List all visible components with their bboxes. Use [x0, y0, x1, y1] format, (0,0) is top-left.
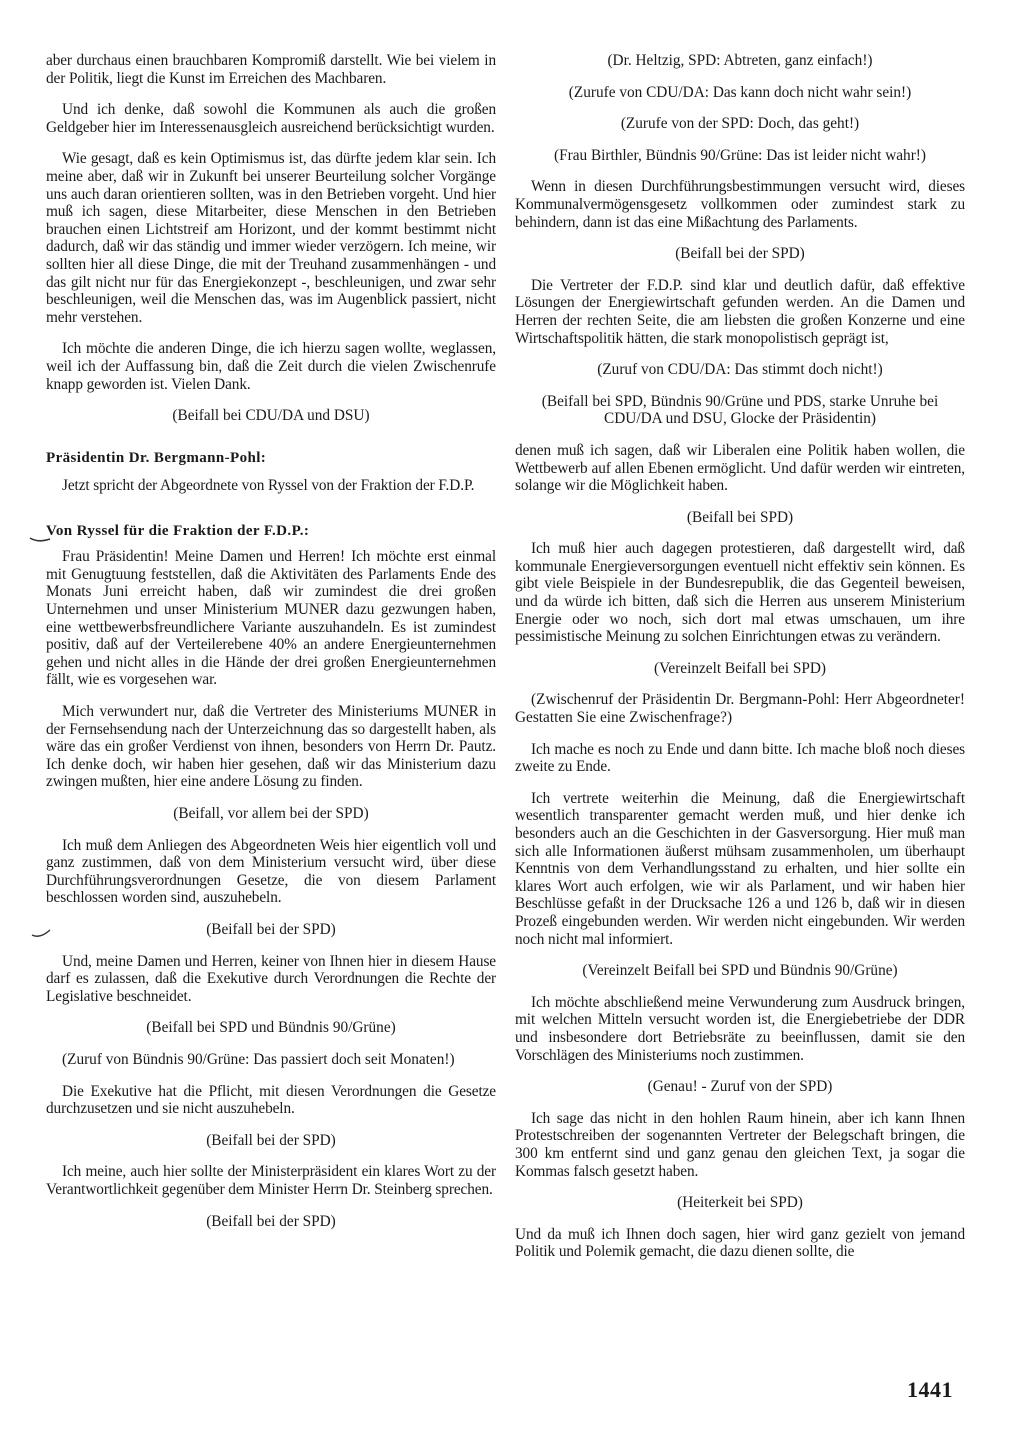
interjection: (Beifall bei CDU/DA und DSU)	[172, 407, 370, 425]
paragraph: Ich vertrete weiterhin die Meinung, daß die Energiewirtschaft wesentlich transparenter gemacht werden muß, und hier denke ich besonders auch an die Geschichten in der Gasversorgung. Hier muß man sich alle Informationen äußerst mühsam zusammenholen, um überhaupt Kenntnis von dem Verhandlungsstand zu erhalten, und hier sollte ein klares Wort auch erfolgen, wie wir als Parlament, und wir haben hier Beschlüsse gefaßt in der Drucksache 126 a und 126 b, daß wir in diesen Prozeß eingebunden werden. Wir werden nicht eingebunden. Wir werden noch nicht mal informiert.	[515, 789, 965, 948]
interjection: (Beifall, vor allem bei der SPD)	[173, 805, 369, 822]
interjection: (Zuruf von Bündnis 90/Grüne: Das passiert doch seit Monaten!)	[62, 1050, 455, 1068]
paragraph: Ich möchte abschließend meine Verwunderung zum Ausdruck bringen, mit welchen Mitteln versucht worden ist, die Energiebetriebe der DDR und insbesondere dort Betriebsräte zu beeinflussen, damit sie den Vorschlägen des Ministeriums noch zustimmen.	[515, 993, 965, 1064]
interjection: (Beifall bei SPD und Bündnis 90/Grüne)	[146, 1019, 396, 1037]
interjection: (Beifall bei der SPD)	[206, 1212, 336, 1230]
paragraph: Frau Präsidentin! Meine Damen und Herren! Ich möchte erst einmal mit Genugtuung feststellen, daß die Aktivitäten des Parlaments Ende des Monats Juni erreicht haben, daß wir zumindest die drei großen Unternehmen und unser Ministerium MUNER dazu gezwungen haben, eine wettbewerbsfreundlichere Variante auszuhandeln. Es ist zumindest positiv, daß auf der Verteilerebene 40% an andere Energieunternehmen gehen und nicht alles in die Hände der drei großen Energieunternehmen fällt, wie es vorgesehen war.	[46, 548, 496, 689]
paragraph: Die Exekutive hat die Pflicht, mit diesen Verordnungen die Gesetze durchzusetzen und sie nicht auszuhebeln.	[46, 1082, 496, 1118]
interjection: (Zuruf von CDU/DA: Das stimmt doch nicht!)	[597, 361, 883, 379]
paragraph: Wie gesagt, daß es kein Optimismus ist, das dürfte jedem klar sein. Ich meine aber, daß wir in Zukunft bei unserer Beurteilung solcher Vorgänge uns auch daran orientieren sollten, was in den Betrieben vorgeht. Und hier muß ich sagen, diese Mitarbeiter, diese Menschen in den Betrieben brauchen einen Lichtstreif am Horizont, und der kommt bestimmt nicht dadurch, daß wir das ständig und immer wieder verzögern. Ich meine, wir sollten hier all diese Dinge, die mit der Treuhand zusammenhängen - und das gilt nicht nur für das Energiekonzept -, beschleunigen, und zwar sehr beschleunigen, weil die Menschen das, was im Augenblick passiert, nicht mehr verstehen.	[46, 150, 496, 326]
interjection: (Beifall bei der SPD)	[206, 920, 336, 938]
interjection: (Beifall bei SPD)	[686, 508, 794, 526]
paragraph: Ich mache es noch zu Ende und dann bitte. Ich mache bloß noch dieses zweite zu Ende.	[515, 740, 965, 776]
paragraph: Mich verwundert nur, daß die Vertreter des Ministeriums MUNER in der Fernsehsendung nach der Unterzeichnung das so dargestellt haben, als wäre das ein großer Verdienst von ihnen, besonders von Herrn Dr. Pautz. Ich denke doch, wir haben hier gesehen, daß wir das Ministerium dazu zwingen mußten, hier eine andere Lösung zu finden.	[46, 703, 496, 791]
paragraph: Jetzt spricht der Abgeordnete von Ryssel von der Fraktion der F.D.P.	[62, 476, 475, 494]
interjection: (Beifall bei der SPD)	[675, 245, 805, 263]
paragraph: Und da muß ich Ihnen doch sagen, hier wird ganz gezielt von jemand Politik und Polemik gemacht, die dazu dienen sollte, die	[515, 1225, 965, 1261]
interjection: (Zwischenruf der Präsidentin Dr. Bergmann-Pohl: Herr Abgeordneter! Gestatten Sie eine Zwischenfrage?)	[515, 691, 965, 727]
paragraph: Wenn in diesen Durchführungsbestimmungen versucht wird, dieses Kommunalvermögensgesetz vollkommen oder zumindest stark zu behindern, dann ist das eine Mißachtung des Parlaments.	[515, 178, 965, 231]
paragraph: Ich muß hier auch dagegen protestieren, daß dargestellt wird, daß kommunale Energieversorgungen eventuell nicht effektiv sein können. Es gibt viele Beispiele in der Bundesrepublik, die das Gegenteil beweisen, und da würde ich bitten, daß sich die Herren aus unserem Ministerium Energie oder wo noch, sich dort mal etwas umschauen, um ihre pessimistische Meinung zu solchen Einrichtungen etwas zu verändern.	[515, 540, 965, 646]
interjection: (Beifall bei SPD, Bündnis 90/Grüne und PDS, starke Unruhe bei CDU/DA und DSU, Glocke der Präsidentin)	[541, 392, 939, 428]
paragraph: Ich meine, auch hier sollte der Ministerpräsident ein klares Wort zu der Verantwortlichkeit gegenüber dem Minister Herrn Dr. Steinberg sprechen.	[46, 1163, 496, 1198]
interjection: (Beifall bei der SPD)	[206, 1131, 336, 1149]
interjection: (Heiterkeit bei SPD)	[677, 1194, 803, 1212]
interjection: (Genau! - Zuruf von der SPD)	[647, 1078, 833, 1096]
paragraph: Die Vertreter der F.D.P. sind klar und deutlich dafür, daß effektive Lösungen der Energiewirtschaft gefunden werden. An die Damen und Herren der rechten Seite, die am liebsten die großen Konzerne und eine Wirtschaftspolitik hätten, die stark monopolistisch geprägt ist,	[515, 276, 965, 347]
paragraph: denen muß ich sagen, daß wir Liberalen eine Politik haben wollen, die Wettbewerb auf allen Ebenen ermöglicht. Und dafür werden wir eintreten, solange wir die Möglichkeit haben.	[515, 441, 965, 495]
margin-mark	[30, 926, 52, 940]
paragraph: Ich muß dem Anliegen des Abgeordneten Weis hier eigentlich voll und ganz zustimmen, daß von dem Ministerium versucht wird, über diese Durchführungsverordnungen Gesetze, die von diesem Parlament beschlossen worden sind, auszuhebeln.	[46, 836, 496, 907]
left-column	[46, 52, 496, 1230]
speaker-heading: Präsidentin Dr. Bergmann-Pohl:	[46, 449, 267, 466]
right-column	[515, 52, 965, 1261]
speaker-heading: Von Ryssel für die Fraktion der F.D.P.:	[46, 523, 310, 540]
margin-mark	[28, 530, 54, 546]
paragraph: Und ich denke, daß sowohl die Kommunen als auch die großen Geldgeber hier im Interessenausgleich ausreichend berücksichtigt wurden.	[46, 101, 496, 136]
interjection: (Zurufe von der SPD: Doch, das geht!)	[620, 115, 860, 133]
paragraph: Und, meine Damen und Herren, keiner von Ihnen hier in diesem Hause darf es zulassen, daß die Exekutive durch Verordnungen die Rechte der Legislative beschneidet.	[46, 952, 496, 1005]
interjection: (Vereinzelt Beifall bei SPD)	[653, 659, 827, 677]
interjection: (Dr. Heltzig, SPD: Abtreten, ganz einfach!)	[607, 52, 873, 69]
interjection: (Zurufe von CDU/DA: Das kann doch nicht wahr sein!)	[568, 83, 912, 101]
interjection: (Vereinzelt Beifall bei SPD und Bündnis 90/Grüne)	[582, 962, 898, 980]
paragraph: Ich sage das nicht in den hohlen Raum hinein, aber ich kann Ihnen Protestschreiben der sogenannten Vertreter der Belegschaft bringen, die 300 km entfernt sind und ganz genau den gleichen Text, ja sogar die Kommas falsch gesetzt haben.	[515, 1109, 965, 1180]
paragraph: aber durchaus einen brauchbaren Kompromiß darstellt. Wie bei vielem in der Politik, liegt die Kunst im Erreichen des Machbaren.	[46, 52, 496, 87]
paragraph: Ich möchte die anderen Dinge, die ich hierzu sagen wollte, weglassen, weil ich der Auffassung bin, daß die Zeit durch die vielen Zwischenrufe knapp geworden ist. Vielen Dank.	[46, 340, 496, 393]
page-number: 1441	[907, 1377, 953, 1402]
interjection: (Frau Birthler, Bündnis 90/Grüne: Das ist leider nicht wahr!)	[554, 146, 926, 164]
